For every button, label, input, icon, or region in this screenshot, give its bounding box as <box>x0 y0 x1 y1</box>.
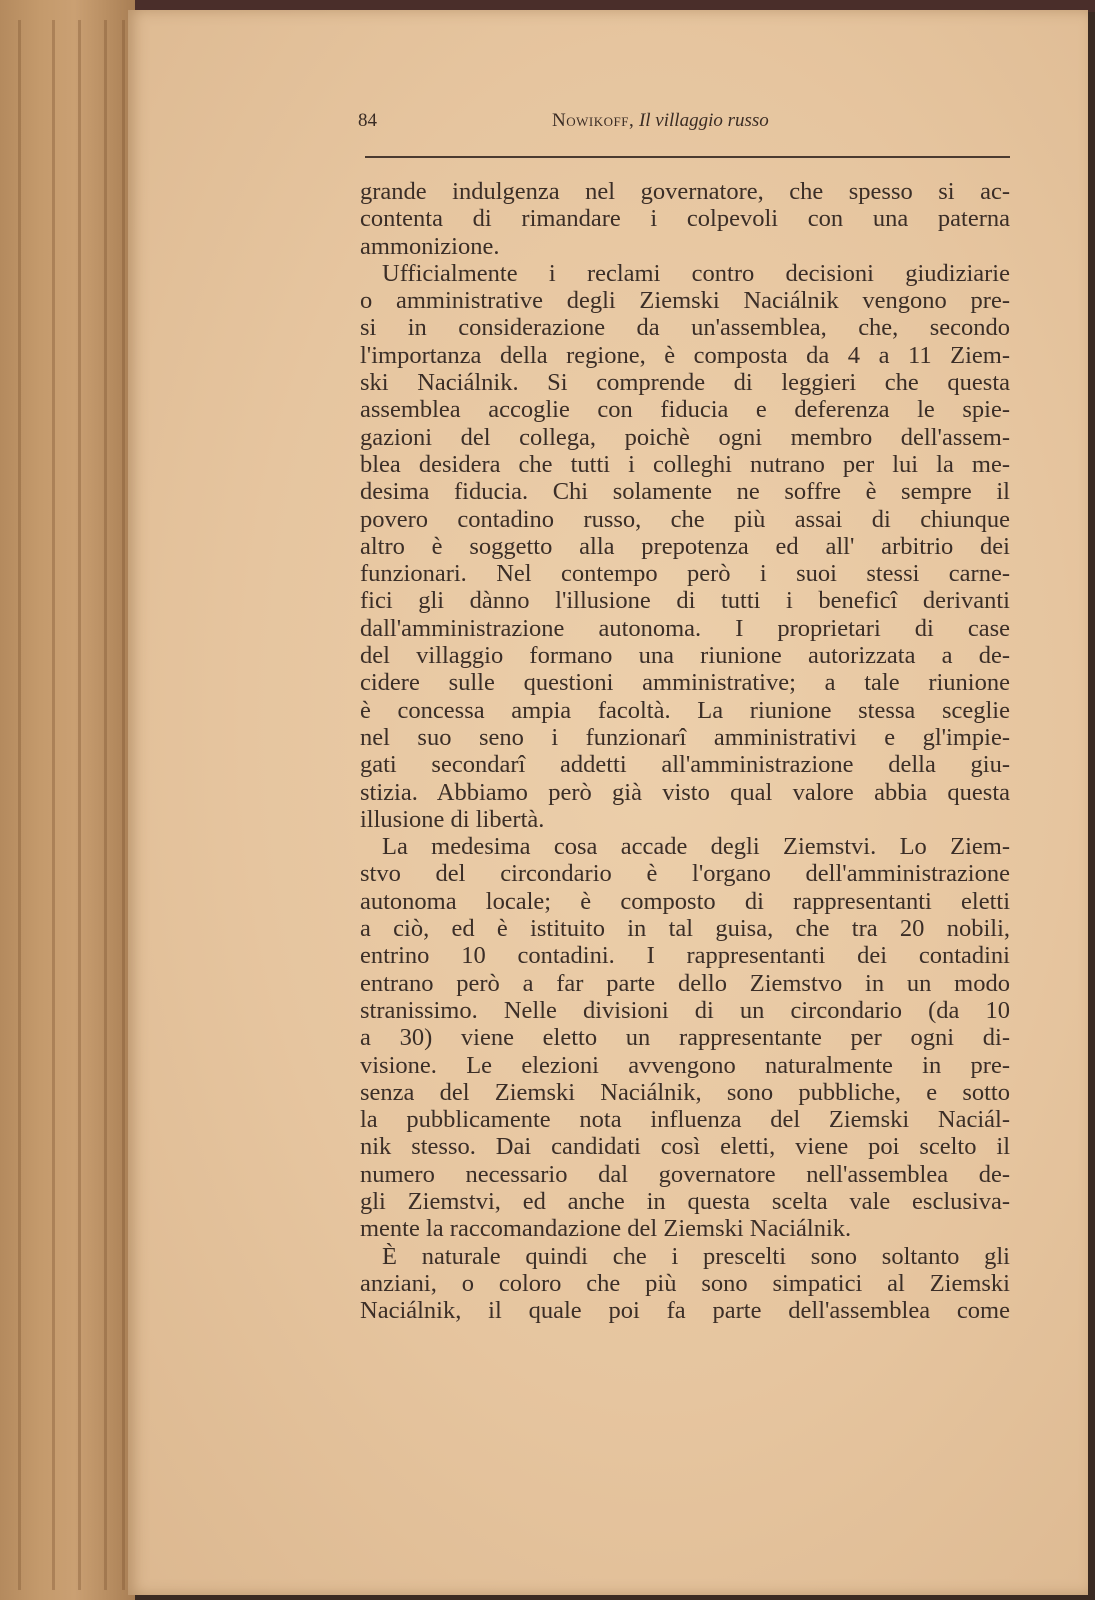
text-line: entrino 10 contadini. I rappresentanti dei contadini <box>360 942 1010 970</box>
text-line: nel suo seno i funzionarî amministrativi e gl'impie- <box>360 723 1010 751</box>
text-line: stvo del circondario è l'organo dell'amministrazione <box>360 860 1010 888</box>
text-line: povero contadino russo, che più assai di chiunque <box>360 505 1010 533</box>
binding-strip <box>52 20 55 1590</box>
header-rule <box>365 156 1010 158</box>
page-number: 84 <box>358 110 377 131</box>
text-line: del villaggio formano una riunione autorizzata a de- <box>360 642 1010 670</box>
text-line: stizia. Abbiamo però già visto qual valore abbia questa <box>360 778 1010 806</box>
text-line: stranissimo. Nelle divisioni di un circondario (da 10 <box>360 996 1010 1024</box>
text-line: autonoma locale; è composto di rappresentanti eletti <box>360 887 1010 915</box>
text-line: gli Ziemstvi, ed anche in questa scelta vale esclusiva- <box>360 1187 1010 1215</box>
header-work: Il villaggio russo <box>638 110 769 131</box>
text-line: contenta di rimandare i colpevoli con una paterna <box>360 205 1010 233</box>
text-line: funzionari. Nel contempo però i suoi stessi carne- <box>360 560 1010 588</box>
text-line: entrano però a far parte dello Ziemstvo in un modo <box>360 969 1010 997</box>
body-text <box>360 178 1010 1324</box>
paragraph <box>360 178 1010 260</box>
text-line: a 30) viene eletto un rappresentante per ogni di- <box>360 1024 1010 1052</box>
text-line: anziani, o coloro che più sono simpatici al Ziemski <box>360 1269 1010 1297</box>
text-line: ammonizione. <box>360 232 500 260</box>
running-head <box>0 110 1095 140</box>
binding-strip <box>18 20 21 1590</box>
text-line: grande indulgenza nel governatore, che spesso si ac- <box>360 178 1010 205</box>
text-line: Ufficialmente i reclami contro decisioni giudiziarie <box>382 259 1010 287</box>
text-line: la pubblicamente nota influenza del Ziemski Naciál- <box>360 1106 1010 1134</box>
text-line: visione. Le elezioni avvengono naturalmente in pre- <box>360 1051 1010 1079</box>
text-line: desima fiducia. Chi solamente ne soffre è sempre il <box>360 478 1010 506</box>
text-line: a ciò, ed è istituito in tal guisa, che tra 20 nobili, <box>360 915 1010 943</box>
text-line: è concessa ampia facoltà. La riunione stessa sceglie <box>360 696 1010 724</box>
text-line: si in considerazione da un'assemblea, che, secondo <box>360 314 1010 342</box>
paragraph <box>360 833 1010 1242</box>
book-binding <box>0 0 135 1600</box>
text-line: Naciálnik, il quale poi fa parte dell'assemblea come <box>360 1297 1010 1325</box>
paragraph <box>360 1243 1010 1325</box>
text-line: mente la raccomandazione del Ziemski Naciálnik. <box>360 1215 852 1243</box>
text-line: nik stesso. Dai candidati così eletti, viene poi scelto il <box>360 1133 1010 1161</box>
paragraph <box>360 260 1010 833</box>
text-line: gazioni del collega, poichè ogni membro dell'assem- <box>360 423 1010 451</box>
text-line: l'importanza della regione, è composta da 4 a 11 Ziem- <box>360 341 1010 369</box>
text-line: illusione di libertà. <box>360 805 545 833</box>
header-title <box>552 110 769 132</box>
text-line: La medesima cosa accade degli Ziemstvi. Lo Ziem- <box>382 833 1010 861</box>
text-line: blea desidera che tutti i colleghi nutrano per lui la me- <box>360 450 1010 478</box>
binding-strip <box>78 20 81 1590</box>
binding-strip <box>104 20 107 1590</box>
text-line: assemblea accoglie con fiducia e deferenza le spie- <box>360 396 1010 424</box>
text-line: fici gli dànno l'illusione di tutti i beneficî derivanti <box>360 587 1010 615</box>
text-line: altro è soggetto alla prepotenza ed all' arbitrio dei <box>360 532 1010 560</box>
text-line: senza del Ziemski Naciálnik, sono pubbliche, e sotto <box>360 1078 1010 1106</box>
text-line: È naturale quindi che i prescelti sono soltanto gli <box>382 1242 1010 1270</box>
text-line: ski Naciálnik. Si comprende di leggieri che questa <box>360 369 1010 397</box>
header-author: Nowikoff, <box>552 110 635 131</box>
text-line: o amministrative degli Ziemski Naciálnik vengono pre- <box>360 287 1010 315</box>
text-line: gati secondarî addetti all'amministrazione della giu- <box>360 751 1010 779</box>
text-line: cidere sulle questioni amministrative; a tale riunione <box>360 669 1010 697</box>
text-line: dall'amministrazione autonoma. I proprietari di case <box>360 614 1010 642</box>
text-line: numero necessario dal governatore nell'assemblea de- <box>360 1160 1010 1188</box>
binding-strip <box>122 20 125 1590</box>
